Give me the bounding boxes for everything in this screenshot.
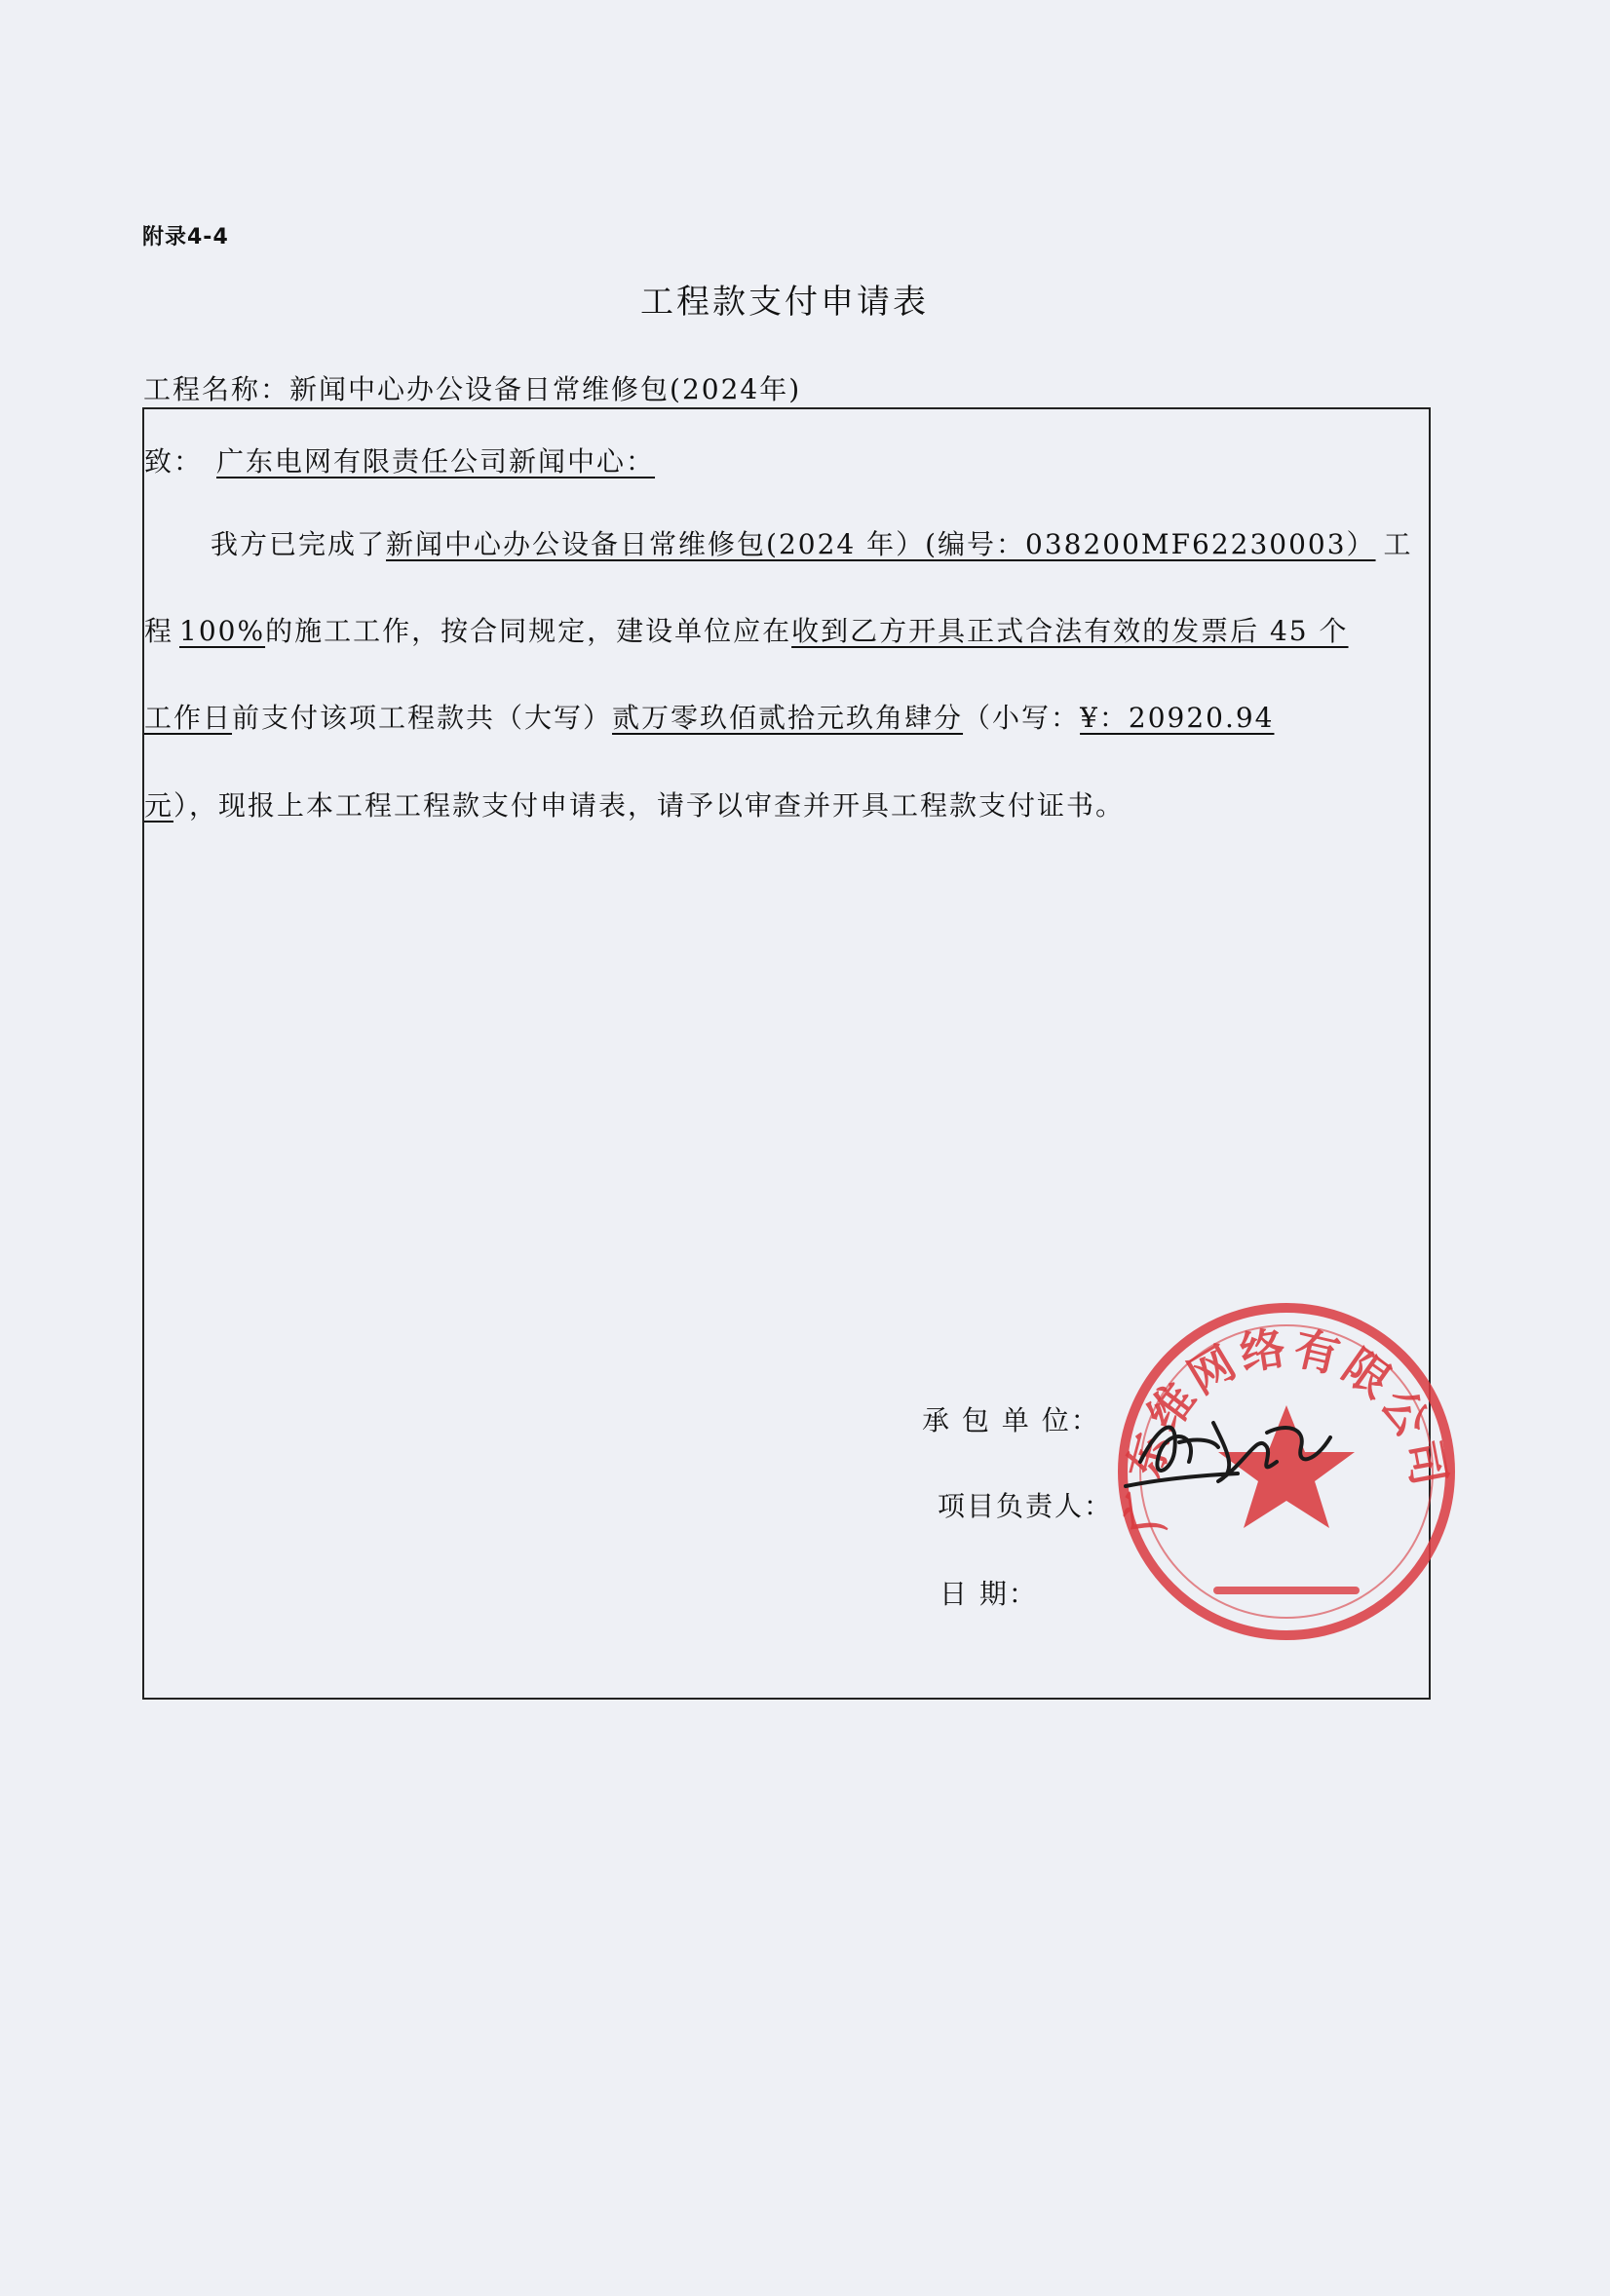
seal-text: 广东维网络有限公司	[1116, 1320, 1457, 1537]
project-name-line	[143, 368, 801, 407]
body-l1-project: 新闻中心办公设备日常维修包(2024 年）(编号：038200MF62230003）	[386, 528, 1376, 560]
manager-label: 项目负责人：	[938, 1490, 1114, 1522]
body-l4-unit: 元	[144, 789, 174, 822]
body-l3-term: 工作日	[144, 702, 233, 734]
project-label: 工程名称：	[143, 373, 290, 405]
body-l4-rest: ），现报上本工程工程款支付申请表，请予以审查并开具工程款支付证书。	[173, 789, 1126, 822]
appendix-label: 附录4-4	[142, 225, 229, 249]
body-line-1	[211, 523, 1413, 562]
date-label: 日 期：	[939, 1578, 1038, 1610]
body-l3-a: 前支付该项工程款共（大写）	[232, 702, 613, 734]
body-line-3	[144, 697, 1274, 736]
amount-in-words: 贰万零玖佰贰拾元玖角肆分	[612, 702, 964, 734]
body-l2-a: 程	[144, 615, 174, 647]
body-line-2	[144, 610, 1349, 649]
body-l2-term: 收到乙方开具正式合法有效的发票后 45 个	[791, 615, 1349, 647]
body-l1-prefix: 我方已完成了	[211, 528, 387, 560]
body-l1-suffix: 工	[1383, 528, 1413, 560]
recipient-line	[144, 440, 655, 479]
page-title: 工程款支付申请表	[640, 283, 929, 322]
project-name: 新闻中心办公设备日常维修包(2024年)	[289, 373, 802, 405]
amount-in-figures: ¥：20920.94	[1080, 702, 1275, 734]
contractor-label: 承 包 单 位：	[922, 1404, 1100, 1436]
body-line-4	[144, 784, 1125, 823]
body-l2-b: 的施工工作，按合同规定，建设单位应在	[265, 615, 792, 647]
body-l2-percent: 100%	[179, 615, 266, 647]
recipient-name: 广东电网有限责任公司新闻中心：	[216, 445, 656, 478]
recipient-prefix: 致：	[144, 445, 204, 478]
handwritten-signature	[1121, 1394, 1345, 1501]
seal-bottom-number	[1213, 1587, 1360, 1594]
body-l3-b: （小写：	[963, 702, 1081, 734]
